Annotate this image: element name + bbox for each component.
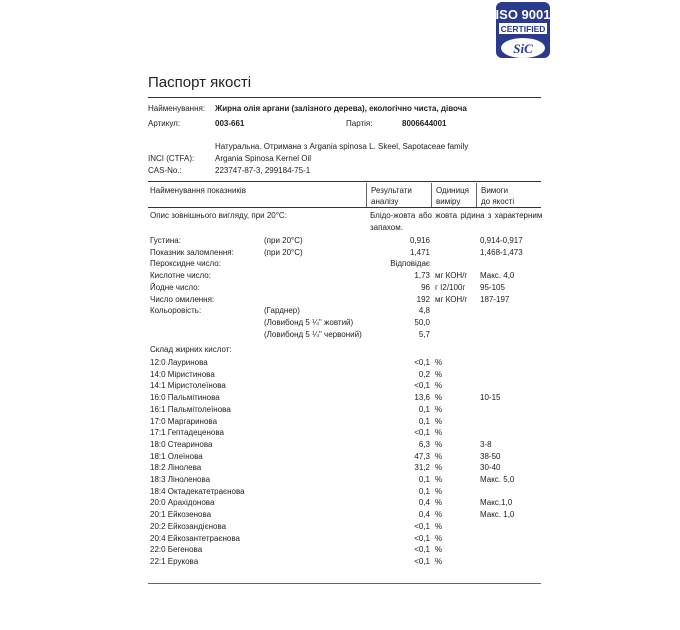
row-unit: мг КОН/г	[435, 271, 468, 281]
acid-unit: %	[435, 358, 443, 367]
acid-name: 18:4 Октадекатетраєнова	[150, 486, 245, 496]
header-indicator: Найменування показників	[150, 186, 246, 195]
acid-value: <0,1	[414, 533, 430, 543]
acid-name: 22:0 Бегенова	[150, 545, 203, 555]
svg-text:CERTIFIED: CERTIFIED	[500, 24, 546, 34]
acid-value: <0,1	[414, 381, 430, 391]
fatty-acid-row	[148, 452, 541, 463]
acid-value: <0,1	[414, 521, 430, 531]
acid-name: 18:2 Лінолева	[150, 463, 202, 473]
acid-name: 20:1 Ейкозенова	[150, 510, 212, 520]
row-name: Кольоровість:	[150, 306, 202, 316]
acid-unit: %	[435, 556, 443, 566]
acid-name: 18:0 Стеаринова	[150, 439, 213, 449]
fatty-acid-row	[148, 393, 541, 404]
acid-name: 17:0 Маргаринова	[150, 416, 218, 426]
inci-value: Argania Spinosa Kernel Oil	[215, 154, 312, 163]
acid-name: 20:0 Арахідонова	[150, 498, 215, 508]
acid-unit: %	[435, 533, 443, 543]
row-value: 5,7	[418, 329, 430, 339]
acid-name: 22:1 Ерукова	[150, 556, 199, 566]
table-top-rule	[148, 181, 541, 182]
row-unit: г I2/100г	[435, 282, 466, 292]
fatty-acid-row	[148, 370, 541, 381]
row-name: Йодне число:	[150, 282, 200, 292]
acid-value: 31,2	[414, 463, 430, 473]
table-row	[148, 295, 541, 306]
acid-unit: %	[435, 404, 443, 414]
appearance-label: Опис зовнішнього вигляду, при 20°С:	[150, 211, 287, 220]
row-condition: (Ловибонд 5 ¼'' червоний)	[264, 329, 362, 339]
row-name: Кислотне число:	[150, 271, 211, 281]
iso-9001-logo	[496, 2, 550, 58]
row-requirement: 187-197	[480, 294, 510, 304]
fatty-acid-row	[148, 522, 541, 533]
acid-unit: %	[435, 545, 443, 555]
row-name: Пероксидне число:	[150, 259, 221, 269]
acid-name: 20:4 Ейкозантетраєнова	[150, 533, 240, 543]
fatty-acid-row	[148, 358, 541, 369]
row-name: Число омилення:	[150, 294, 215, 304]
acid-unit: %	[435, 486, 443, 496]
row-requirement: 95-105	[480, 282, 505, 292]
svg-text:SiC: SiC	[513, 41, 533, 56]
fatty-acid-row	[148, 463, 541, 474]
row-condition: (при 20°С)	[264, 247, 303, 257]
acid-value: <0,1	[414, 358, 430, 367]
acid-value: <0,1	[414, 545, 430, 555]
article-label: Артикул:	[148, 119, 181, 128]
fatty-acid-row	[148, 557, 541, 568]
acid-name: 16:0 Пальмітинова	[150, 393, 220, 403]
acid-unit: %	[435, 381, 443, 391]
cas-label: CAS-No.:	[148, 166, 182, 175]
acid-unit: %	[435, 475, 443, 484]
acid-unit: %	[435, 439, 443, 449]
table-row	[148, 306, 541, 317]
acid-name: 14:1 Міристолеїнова	[150, 381, 226, 391]
table-row	[148, 318, 541, 329]
header-separator	[431, 183, 432, 207]
acid-unit: %	[435, 463, 443, 473]
header-unit-2: виміру	[436, 197, 461, 206]
acid-requirement: 30-40	[480, 463, 501, 473]
table-bottom-rule	[148, 583, 541, 584]
description: Натуральна. Отримана з Argania spinosa L. Skeel, Sapotaceae family	[215, 142, 469, 151]
fatty-acid-row	[148, 405, 541, 416]
acid-requirement: Макс. 5,0	[480, 475, 515, 484]
appearance-result-2: запахом.	[370, 223, 403, 232]
appearance-result: Блідо-жовта або жовта рідина з характерним	[370, 211, 543, 220]
acid-value: 47,3	[414, 451, 430, 461]
fatty-acid-row	[148, 487, 541, 498]
row-value: 96	[421, 282, 430, 292]
header-result: Результати	[371, 186, 412, 195]
acid-value: 0,4	[418, 498, 430, 508]
table-row	[148, 330, 541, 341]
acid-name: 17:1 Гептадеценова	[150, 428, 224, 438]
acid-value: 0,1	[418, 486, 430, 496]
header-unit: Одиниця	[436, 186, 469, 195]
acid-name: 18:1 Олеїнова	[150, 451, 203, 461]
acid-requirement: 10-15	[480, 393, 501, 403]
fatty-acid-row	[148, 428, 541, 439]
acid-name: 14:0 Міристинова	[150, 369, 215, 379]
row-condition: (Ловибонд 5 ¼'' жовтий)	[264, 317, 354, 327]
row-value: Відповідає	[390, 259, 430, 269]
row-value: 50,0	[414, 317, 430, 327]
fatty-acid-row	[148, 498, 541, 509]
acid-value: 0,4	[418, 510, 430, 520]
fatty-acids-title: Склад жирних кислот:	[150, 345, 232, 355]
header-separator	[476, 183, 477, 207]
table-row	[148, 236, 541, 247]
fatty-acid-row	[148, 510, 541, 521]
row-value: 1,73	[414, 271, 430, 281]
acid-requirement: Макс. 1,0	[480, 510, 515, 520]
row-name: Показник заломлення:	[150, 247, 234, 257]
acid-unit: %	[435, 393, 443, 403]
table-row	[148, 271, 541, 282]
page-title: Паспорт якості	[148, 74, 252, 91]
svg-text:ISO 9001: ISO 9001	[496, 7, 550, 22]
cas-value: 223747-87-3, 299184-75-1	[215, 166, 311, 175]
fatty-acid-row	[148, 475, 541, 486]
table-row	[148, 283, 541, 294]
fatty-acid-row	[148, 440, 541, 451]
row-condition: (Гарднер)	[264, 306, 300, 316]
acid-unit: %	[435, 451, 443, 461]
acid-name: 20:2 Ейкозандієнова	[150, 521, 227, 531]
header-req-2: до якості	[481, 197, 515, 206]
row-requirement: 0,914-0,917	[480, 236, 523, 245]
acid-unit: %	[435, 498, 443, 508]
acid-requirement: 3-8	[480, 439, 492, 449]
acid-value: <0,1	[414, 556, 430, 566]
header-result-2: аналізу	[371, 197, 399, 206]
header-separator	[366, 183, 367, 207]
batch-label: Партія:	[346, 119, 373, 128]
table-row	[148, 248, 541, 259]
acid-unit: %	[435, 428, 443, 438]
row-name: Густина:	[150, 236, 181, 245]
row-value: 4,8	[418, 306, 430, 316]
fatty-acid-row	[148, 545, 541, 556]
name-value: Жирна олія аргани (залізного дерева), екологічно чиста, дівоча	[215, 104, 467, 113]
acid-value: 0,1	[418, 475, 430, 484]
acid-unit: %	[435, 510, 443, 520]
acid-unit: %	[435, 416, 443, 426]
row-unit: мг КОН/г	[435, 294, 468, 304]
batch-value: 8006644001	[402, 119, 447, 128]
acid-value: 0,1	[418, 404, 430, 414]
acid-unit: %	[435, 521, 443, 531]
acid-requirement: 38-50	[480, 451, 501, 461]
fatty-acid-row	[148, 381, 541, 392]
row-value: 1,471	[409, 247, 430, 257]
fatty-acid-row	[148, 417, 541, 428]
row-condition: (при 20°С)	[264, 236, 303, 245]
table-row	[148, 259, 541, 270]
article-value: 003-661	[215, 119, 245, 128]
divider	[148, 97, 541, 98]
inci-label: INCI (CTFA):	[148, 154, 195, 163]
table-header-rule	[148, 207, 541, 208]
acid-value: 13,6	[414, 393, 430, 403]
fatty-acid-row	[148, 534, 541, 545]
acid-name: 16:1 Пальмітолеїнова	[150, 404, 231, 414]
acid-name: 18:3 Ліноленова	[150, 475, 211, 484]
row-value: 0,916	[409, 236, 430, 245]
row-value: 192	[416, 294, 430, 304]
acid-value: 0,1	[418, 416, 430, 426]
acid-value: 6,3	[418, 439, 430, 449]
acid-value: 0,2	[418, 369, 430, 379]
acid-unit: %	[435, 369, 443, 379]
row-requirement: Макс. 4,0	[480, 271, 515, 281]
acid-name: 12:0 Лауринова	[150, 358, 208, 367]
name-label: Найменування:	[148, 104, 206, 113]
acid-requirement: Макс.1,0	[480, 498, 513, 508]
row-requirement: 1,468-1,473	[480, 247, 523, 257]
header-req: Вимоги	[481, 186, 509, 195]
acid-value: <0,1	[414, 428, 430, 438]
